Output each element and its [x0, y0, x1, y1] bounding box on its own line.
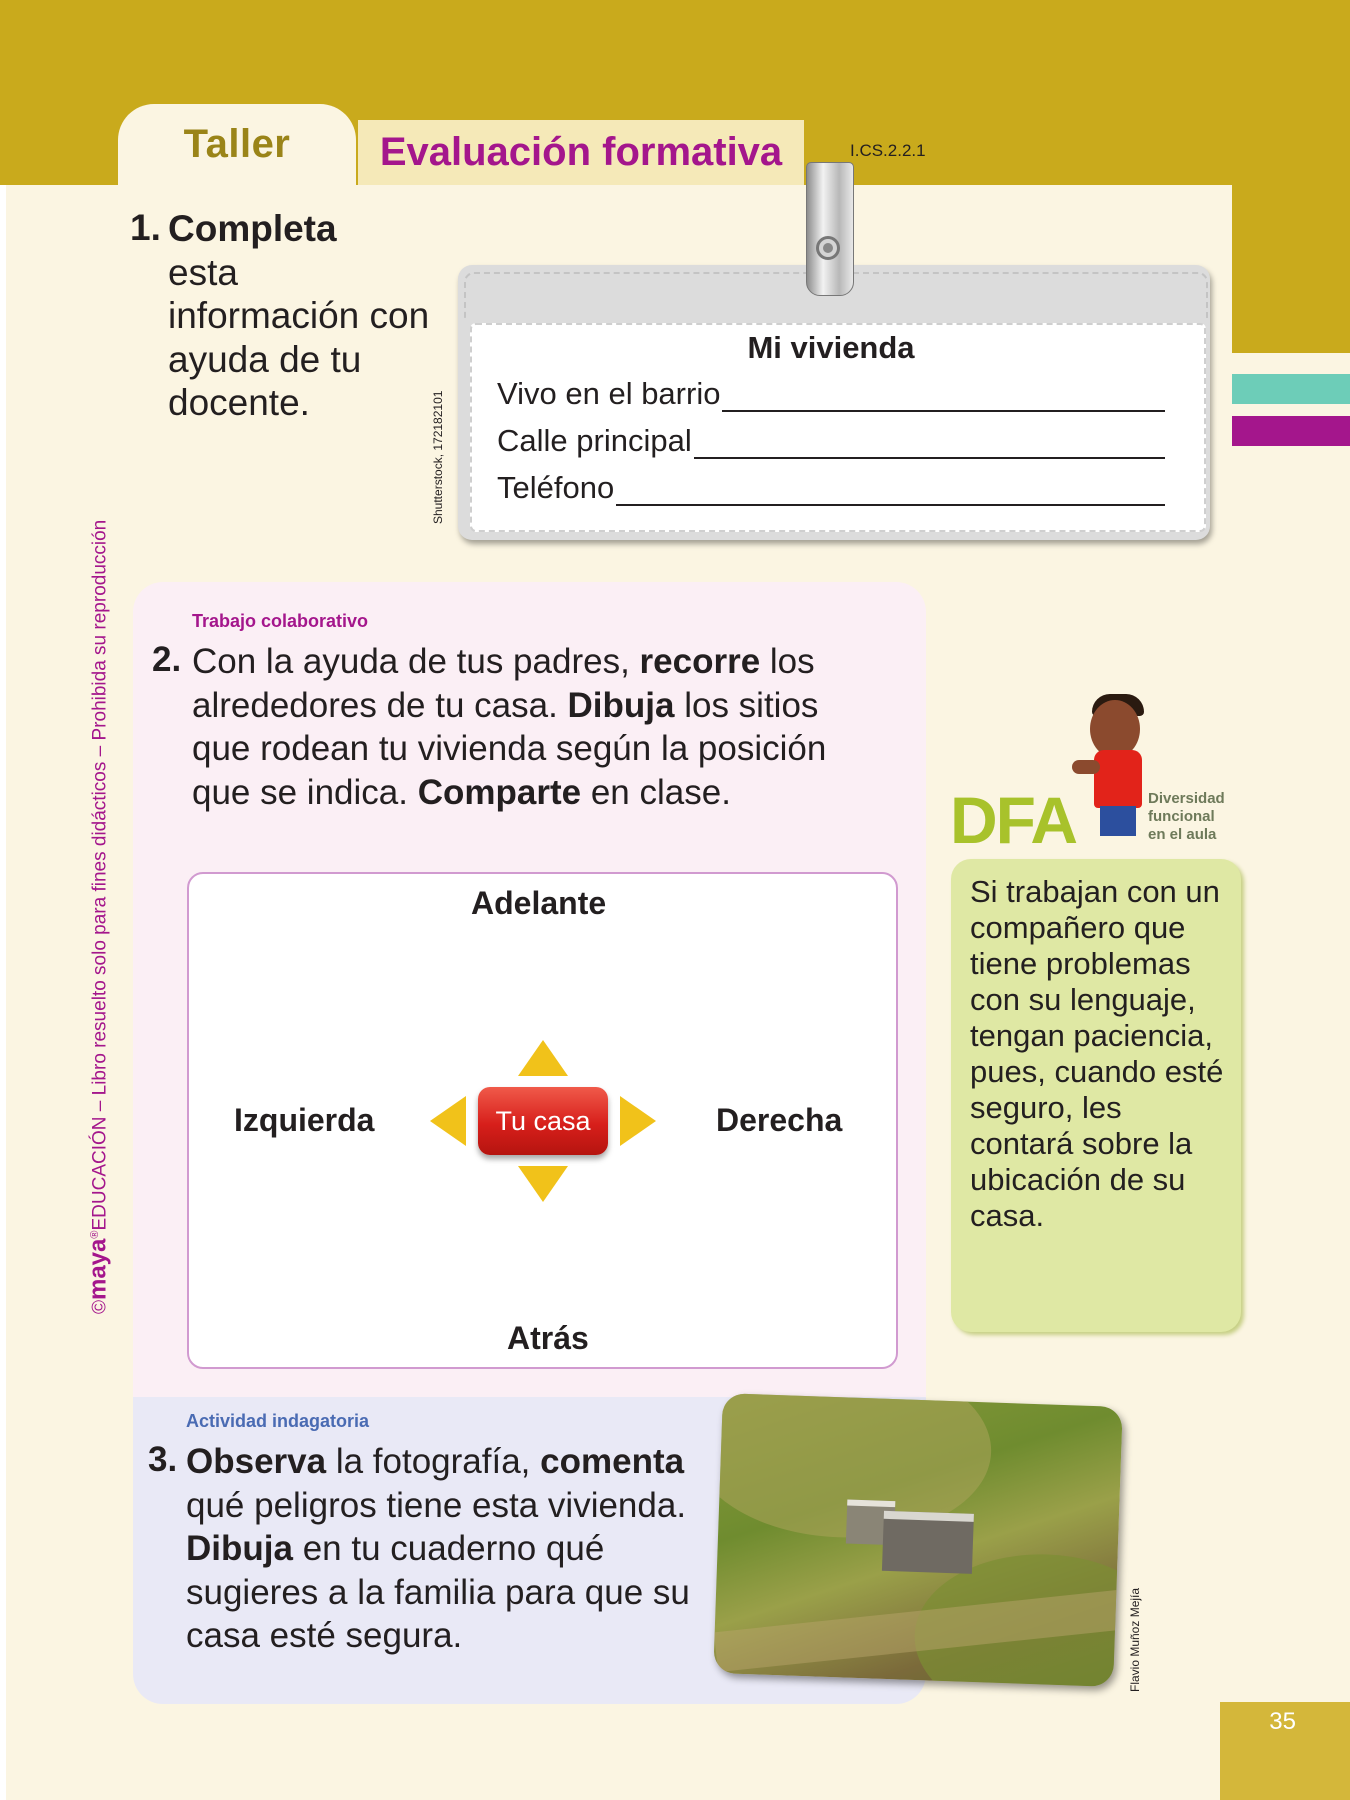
- taller-tab: [118, 104, 356, 185]
- q3-bold: Dibuja: [186, 1529, 293, 1568]
- q3-bold: comenta: [540, 1442, 685, 1481]
- section-title: Evaluación formativa: [379, 130, 783, 174]
- direction-right: Derecha: [716, 1102, 843, 1138]
- field-barrio-line[interactable]: [722, 386, 1165, 412]
- field-telefono-line[interactable]: [616, 480, 1165, 506]
- q2-number: 2.: [152, 640, 182, 679]
- dfa-logo: DFA: [950, 783, 1076, 857]
- q3-activity-label: Actividad indagatoria: [186, 1411, 370, 1431]
- q3-text: [186, 1440, 726, 1658]
- registered-symbol: ®: [89, 1230, 101, 1239]
- house-photo: [713, 1393, 1123, 1687]
- q2-text: [192, 640, 832, 814]
- q2-activity-label: Trabajo colaborativo: [192, 611, 369, 631]
- badge-title: Mi vivienda: [747, 330, 915, 365]
- kid-body-icon: [1094, 750, 1142, 808]
- tu-casa-button: Tu casa: [478, 1087, 608, 1155]
- q2-part: en clase.: [590, 772, 731, 812]
- taller-label: Taller: [183, 122, 291, 166]
- brand-maya: maya: [84, 1238, 112, 1300]
- field-telefono-label: Teléfono: [497, 470, 615, 505]
- q3-part: qué peligros tiene esta vivienda.: [186, 1485, 687, 1525]
- kid-arm-icon: [1072, 760, 1100, 774]
- q3-bold: Observa: [186, 1442, 327, 1481]
- badge-clip-rivet-icon: [823, 243, 833, 253]
- field-calle-label: Calle principal: [497, 423, 692, 458]
- q2-part: Con la ayuda de tus padres,: [192, 642, 630, 681]
- arrow-down-icon: [518, 1166, 568, 1202]
- q3-part: en tu cuaderno qué sugieres a la familia para que su casa esté segura.: [186, 1529, 690, 1655]
- badge-clip-icon: [806, 162, 854, 296]
- q2-part: los sitios que rodean tu vivienda según la posición que se indica.: [192, 685, 827, 812]
- photo-credit-house: Flavio Muñoz Mejía: [1128, 1587, 1142, 1692]
- arrow-right-icon: [620, 1096, 656, 1146]
- field-calle[interactable]: [497, 423, 1165, 459]
- dfa-subtitle-line: en el aula: [1148, 826, 1217, 843]
- curriculum-code: I.CS.2.2.1: [850, 141, 926, 160]
- photo-house: [882, 1511, 974, 1574]
- q1-bold: Completa: [168, 208, 337, 249]
- field-barrio-label: Vivo en el barrio: [497, 376, 721, 411]
- q2-bold: Comparte: [417, 772, 582, 812]
- arrow-up-icon: [518, 1040, 568, 1076]
- dfa-subtitle-line: Diversidad: [1148, 790, 1225, 807]
- right-band: [1232, 185, 1350, 353]
- field-calle-line[interactable]: [694, 433, 1165, 459]
- copyright-symbol: ©: [89, 1300, 111, 1314]
- arrow-left-icon: [430, 1096, 466, 1146]
- direction-back: Atrás: [507, 1320, 589, 1356]
- teal-stripe: [1232, 374, 1350, 404]
- dfa-subtitle: [1148, 790, 1225, 844]
- q2-bold: recorre: [639, 642, 761, 681]
- photo-credit-badge: Shutterstock, 172182101: [431, 390, 445, 524]
- side-text-rest: EDUCACIÓN – Libro resuelto solo para fines didácticos – Prohibida su reproducción: [89, 519, 111, 1231]
- direction-left: Izquierda: [234, 1102, 375, 1138]
- q1-number: 1.: [130, 207, 161, 248]
- q3-number: 3.: [148, 1440, 178, 1479]
- section-title-box: [358, 120, 804, 185]
- q1-text: [168, 207, 438, 425]
- dfa-note-text: Si trabajan con un compañero que tiene problemas con su lenguaje, tengan paciencia, pues, cuando esté seguro, les contará sobre la ubicación de su casa.: [970, 874, 1224, 1233]
- field-barrio[interactable]: [497, 376, 1165, 412]
- direction-front: Adelante: [471, 885, 607, 921]
- page-left-edge: [0, 0, 6, 1800]
- q1-body: esta información con ayuda de tu docente.: [168, 251, 430, 423]
- q2-bold: Dibuja: [567, 685, 675, 725]
- kid-legs-icon: [1100, 806, 1136, 836]
- page-number: 35: [1269, 1708, 1296, 1735]
- copyright-side-text: [80, 494, 110, 1314]
- field-telefono[interactable]: [497, 470, 1165, 506]
- dfa-subtitle-line: funcional: [1148, 808, 1215, 825]
- q3-part: la fotografía,: [335, 1442, 531, 1481]
- q2-part: los alrededores de tu casa.: [192, 642, 815, 725]
- magenta-stripe: [1232, 416, 1350, 446]
